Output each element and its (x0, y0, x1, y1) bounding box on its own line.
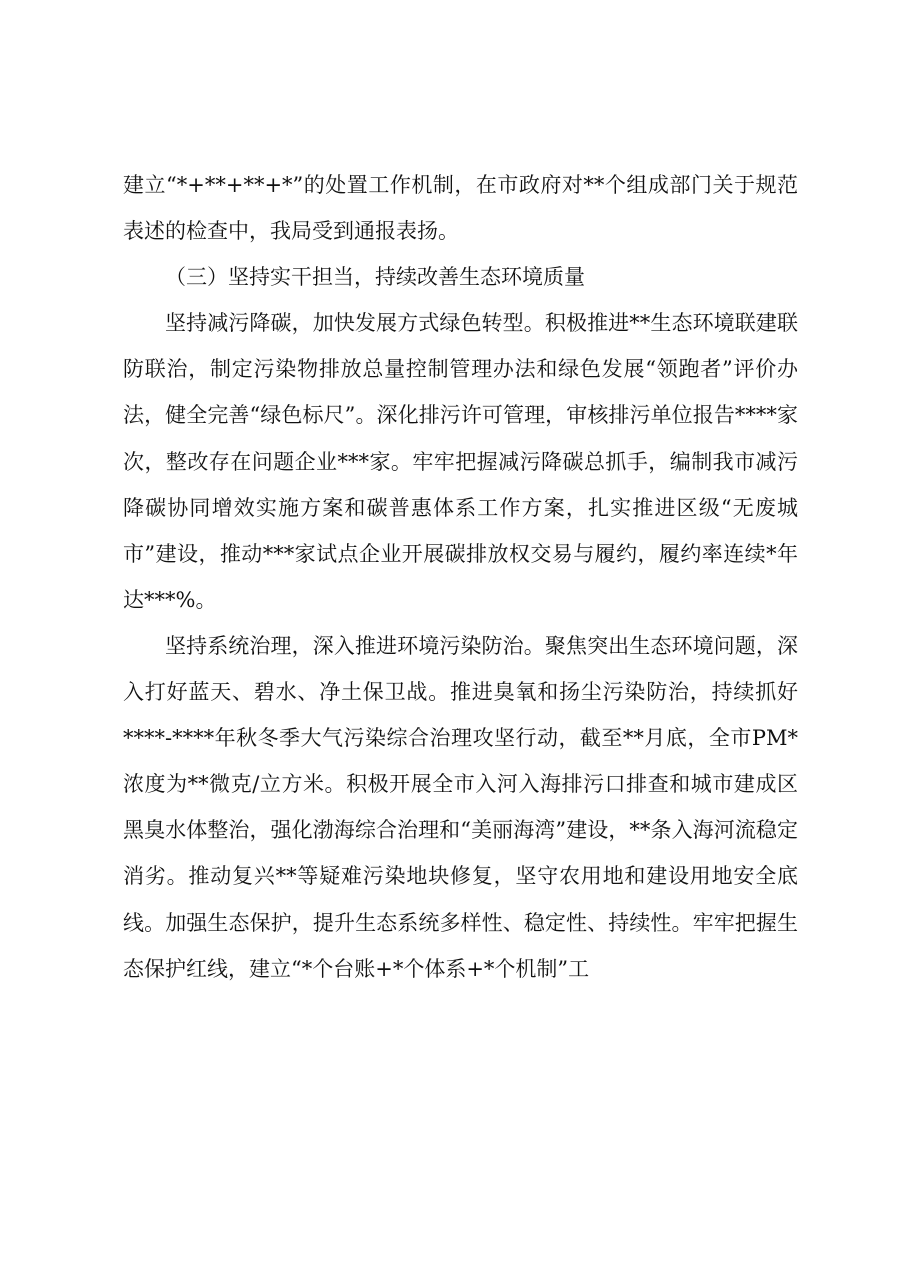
section-heading: （三）坚持实干担当，持续改善生态环境质量 (165, 265, 585, 290)
paragraph-pollution-control: 坚持系统治理，深入推进环境污染防治。聚焦突出生态环境问题，深入打好蓝天、碧水、净土保卫战。推进臭氧和扬尘污染防治，持续抓好****-****年秋冬季大气污染综合治理攻坚行动，截至**月底，全市PM*浓度为**微克/立方米。积极开展全市入河入海排污口排查和城市建成区黑臭水体整治，强化渤海综合治理和“美丽海湾”建设，**条入海河流稳定消劣。推动复兴**等疑难污染地块修复，坚守农用地和建设用地安全底线。加强生态保护，提升生态系统多样性、稳定性、持续性。牢牢把握生态保护红线，建立“*个台账+*个体系+*个机制”工 (123, 633, 798, 981)
paragraph-continuation: 建立“*+**+**+*”的处置工作机制，在市政府对**个组成部门关于规范表述的检查中，我局受到通报表扬。 (123, 173, 798, 244)
document-body (123, 162, 798, 992)
paragraph-carbon-reduction: 坚持减污降碳，加快发展方式绿色转型。积极推进**生态环境联建联防联治，制定污染物排放总量控制管理办法和绿色发展“领跑者”评价办法，健全完善“绿色标尺”。深化排污许可管理，审核排污单位报告****家次，整改存在问题企业***家。牢牢把握减污降碳总抓手，编制我市减污降碳协同增效实施方案和碳普惠体系工作方案，扎实推进区级“无废城市”建设，推动***家试点企业开展碳排放权交易与履约，履约率连续*年达***%。 (123, 311, 798, 612)
